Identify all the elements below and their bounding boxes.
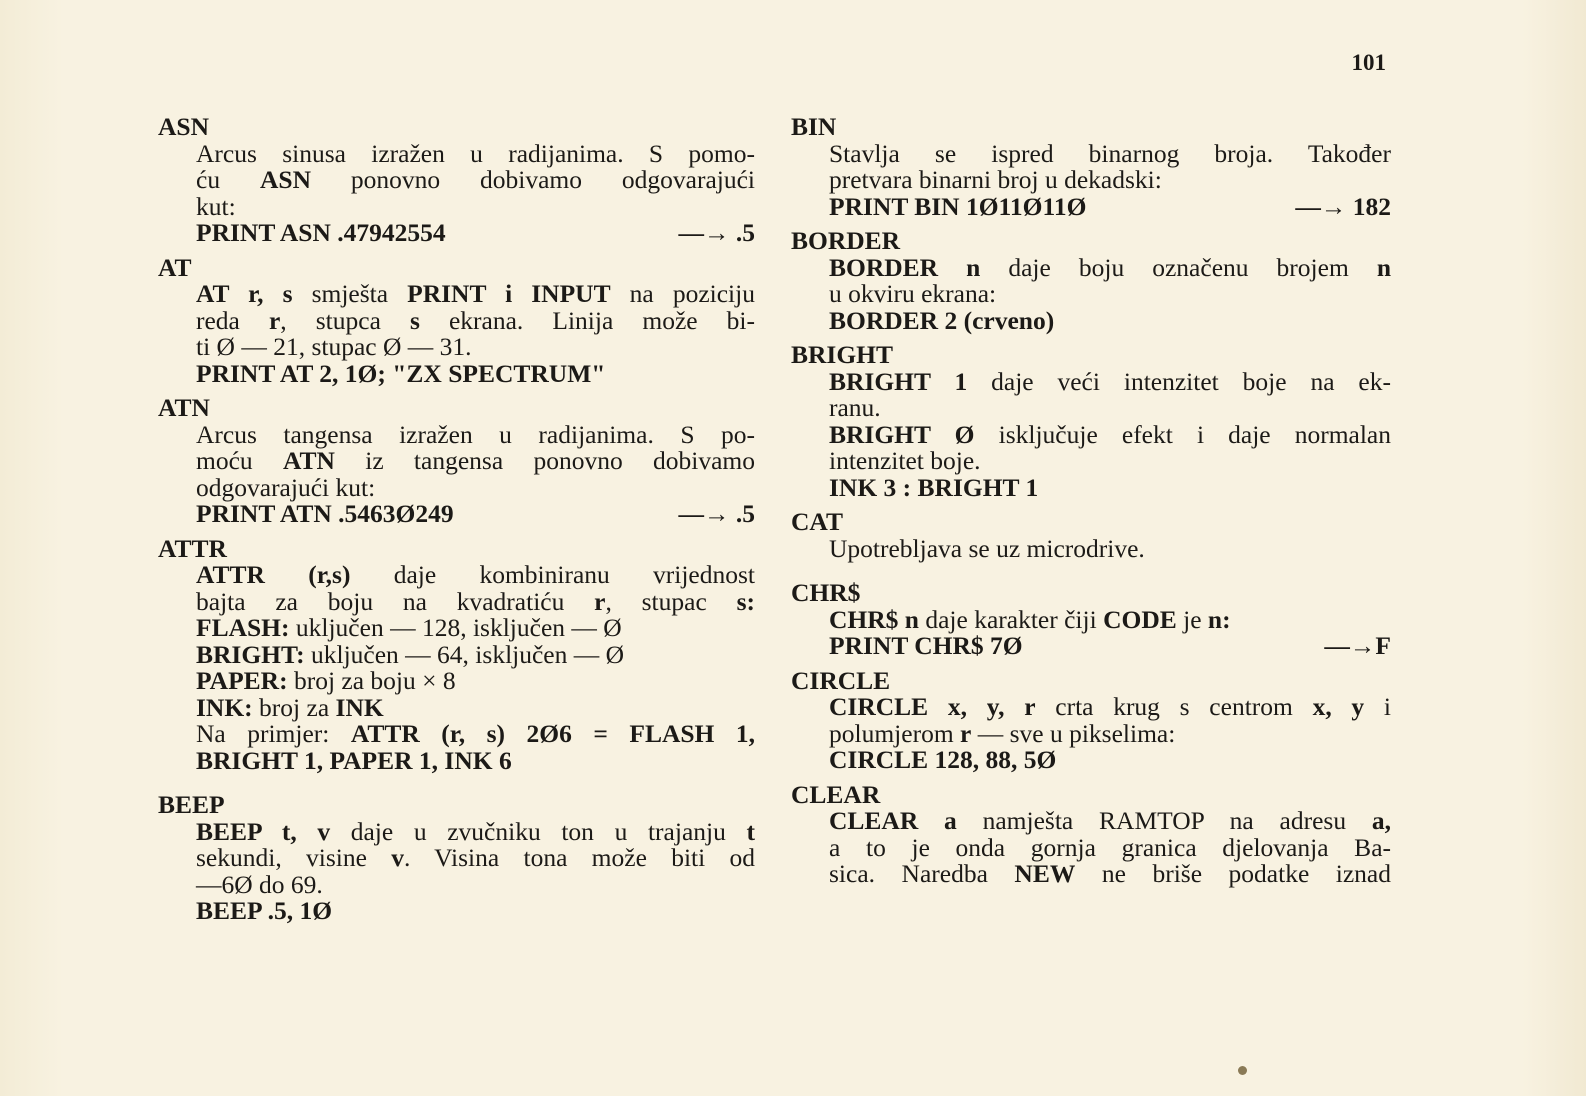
entry-heading: ATN — [158, 393, 210, 422]
entry-bin — [791, 114, 1391, 220]
text-run: , stupac — [605, 586, 737, 616]
entry-bright — [791, 342, 1391, 501]
text-line: Arcus tangensa izražen u radijanima. S po- — [196, 419, 755, 449]
text-run: ću — [196, 165, 260, 194]
right-column — [791, 114, 1391, 896]
page-number: 101 — [1351, 50, 1386, 75]
keyword: s: — [736, 586, 755, 616]
keyword: BRIGHT Ø — [829, 419, 975, 449]
entry-heading: BRIGHT — [791, 340, 894, 369]
keyword: BORDER n — [829, 252, 981, 282]
example-result: —→ 182 — [1295, 191, 1391, 221]
ink-speck — [1238, 1066, 1247, 1075]
text-line — [829, 718, 1391, 748]
text-run: moću — [196, 446, 283, 475]
entry-border — [791, 228, 1391, 334]
text-run: na poziciju — [610, 279, 755, 308]
text-run: namješta RAMTOP na adresu — [956, 806, 1372, 835]
entry-atn — [158, 395, 755, 528]
example-code: CIRCLE 128, 88, 5Ø — [829, 745, 1057, 774]
keyword: CHR$ n — [829, 604, 919, 634]
text-run: ponovno dobivamo odgovarajući — [310, 165, 755, 194]
text-run: ne briše podatke iznad — [1075, 859, 1391, 888]
keyword: ATN — [282, 446, 335, 475]
text-line — [829, 861, 1391, 888]
text-run: daje kombiniranu vrijednost — [350, 560, 755, 589]
entry-heading: CAT — [791, 507, 843, 536]
entry-beep — [158, 792, 755, 925]
example-result: —→F — [1324, 631, 1391, 660]
entry-heading: ASN — [158, 112, 210, 141]
text-line — [196, 668, 755, 695]
text-run: daje veći intenzitet boje na ek- — [967, 366, 1391, 396]
text-line — [196, 562, 755, 589]
example-code: PRINT CHR$ 7Ø — [829, 631, 1023, 660]
text-line — [829, 419, 1392, 449]
keyword: PAPER: — [196, 666, 288, 695]
keyword: NEW — [1014, 859, 1076, 888]
entry-heading: ATTR — [158, 533, 227, 563]
text-line: Stavlja se ispred binarnog broja. Također — [829, 138, 1391, 168]
text-line — [829, 604, 1391, 634]
text-line — [196, 816, 755, 846]
keyword: INK: — [196, 692, 253, 722]
keyword: FLASH: — [196, 613, 290, 642]
keyword: ASN — [259, 165, 311, 194]
example-line — [829, 191, 1391, 221]
text-run: Na primjer: — [196, 719, 351, 748]
text-line — [829, 252, 1392, 282]
entry-clear — [791, 779, 1391, 888]
text-line — [196, 639, 755, 669]
text-line: pretvara binarni broj u dekadski: — [829, 165, 1162, 194]
text-line — [196, 305, 755, 335]
text-line: odgovarajući kut: — [196, 472, 376, 502]
entry-chr — [791, 580, 1391, 660]
entry-at — [158, 252, 755, 388]
example-code: INK 3 : BRIGHT 1 — [829, 472, 1039, 502]
text-line — [829, 694, 1391, 721]
example-code: PRINT AT 2, 1Ø; "ZX SPECTRUM" — [196, 358, 606, 388]
text-run: isključuje efekt i daje normalan — [974, 419, 1392, 449]
text-line: a to je onda gornja granica djelovanja Ba- — [829, 832, 1391, 862]
example-result: —→ .5 — [678, 218, 755, 247]
text-line: ranu. — [829, 393, 881, 422]
text-run: uključen — 128, isključen — Ø — [289, 613, 622, 642]
text-run: smješta — [292, 279, 408, 308]
entry-asn — [158, 114, 755, 247]
keyword: AT r, s — [196, 279, 293, 308]
text-line: BRIGHT 1, PAPER 1, INK 6 — [196, 745, 512, 775]
keyword: v — [391, 843, 404, 872]
keyword: ATTR (r, s) 2Ø6 = FLASH 1, — [350, 719, 755, 748]
keyword: CIRCLE x, y, r — [829, 692, 1036, 721]
text-line: kut: — [196, 191, 236, 221]
text-run: iz tangensa ponovno dobivamo — [334, 446, 755, 475]
left-column — [158, 114, 755, 933]
text-run: — sve u pikselima: — [971, 718, 1176, 748]
entry-heading: BIN — [791, 112, 837, 141]
text-line: Upotrebljava se uz microdrive. — [829, 533, 1145, 563]
keyword: (r,s) — [264, 560, 351, 589]
entry-attr — [158, 533, 755, 775]
text-run: daje karakter čiji — [918, 604, 1104, 634]
example-line — [196, 501, 755, 528]
keyword: n: — [1207, 604, 1231, 634]
keyword: BRIGHT: — [196, 639, 305, 669]
text-run: sekundi, visine — [196, 843, 392, 872]
keyword: ATTR — [196, 560, 265, 589]
text-line: —6Ø do 69. — [196, 869, 323, 899]
example-code: BEEP .5, 1Ø — [196, 896, 333, 925]
keyword: x, y — [1312, 692, 1365, 721]
entry-heading: CIRCLE — [791, 665, 891, 695]
example-code: BORDER 2 (crveno) — [829, 305, 1055, 335]
text-run: je — [1176, 604, 1208, 634]
text-run: daje boju označenu brojem — [980, 252, 1377, 282]
text-run: bajta za boju na kvadratiću — [196, 586, 595, 616]
example-result: —→ .5 — [678, 499, 755, 528]
text-line — [829, 808, 1391, 835]
example-line — [196, 220, 755, 247]
text-run: crta krug s centrom — [1035, 692, 1313, 721]
entry-heading: CLEAR — [791, 779, 881, 809]
text-run: broj za boju × 8 — [287, 666, 456, 695]
entry-circle — [791, 665, 1391, 774]
keyword: n — [1376, 252, 1392, 282]
keyword: r — [268, 305, 281, 335]
text-run: i — [1364, 692, 1391, 721]
text-run: , stupca — [280, 305, 410, 335]
text-run: daje u zvučniku ton u trajanju — [330, 816, 747, 846]
keyword: r — [594, 586, 606, 616]
text-line: u okviru ekrana: — [829, 279, 997, 308]
example-code: PRINT ATN .5463Ø249 — [196, 499, 454, 528]
keyword: PRINT i INPUT — [407, 279, 611, 308]
keyword: CLEAR a — [829, 806, 957, 835]
text-line — [196, 586, 755, 616]
text-run: uključen — 64, isključen — Ø — [304, 639, 625, 669]
keyword: t — [746, 816, 755, 846]
keyword: r — [960, 718, 972, 748]
text-run: ekrana. Linija može bi- — [419, 305, 755, 335]
text-line — [196, 167, 755, 194]
keyword: s — [409, 305, 420, 335]
text-line — [196, 615, 755, 642]
entry-cat — [791, 509, 1391, 562]
text-run: polumjerom — [829, 718, 961, 748]
example-line — [829, 633, 1391, 660]
text-line: Arcus sinusa izražen u radijanima. S pomo- — [196, 138, 755, 168]
keyword: a, — [1371, 806, 1391, 835]
keyword: BEEP t, v — [196, 816, 331, 846]
text-line — [196, 281, 755, 308]
text-line — [196, 692, 755, 722]
text-line: ti Ø — 21, stupac Ø — 31. — [196, 332, 472, 361]
keyword: BRIGHT 1 — [829, 366, 968, 396]
text-line — [196, 448, 755, 475]
text-line — [829, 366, 1391, 396]
text-line — [196, 845, 755, 872]
text-run: reda — [196, 305, 269, 335]
text-line — [196, 721, 755, 748]
text-run: sica. Naredba — [829, 859, 1015, 888]
entry-heading: AT — [158, 252, 192, 282]
keyword: INK — [335, 692, 384, 722]
entry-heading: CHR$ — [791, 578, 861, 607]
text-run: . Visina tona može biti od — [403, 843, 755, 872]
entry-heading: BORDER — [791, 226, 901, 255]
text-run: broj za — [252, 692, 336, 722]
entry-heading: BEEP — [158, 790, 225, 819]
example-code: PRINT ASN .47942554 — [196, 218, 446, 247]
keyword: CODE — [1103, 604, 1177, 634]
example-code: PRINT BIN 1Ø11Ø11Ø — [829, 191, 1087, 221]
text-line: intenzitet boje. — [829, 446, 981, 475]
